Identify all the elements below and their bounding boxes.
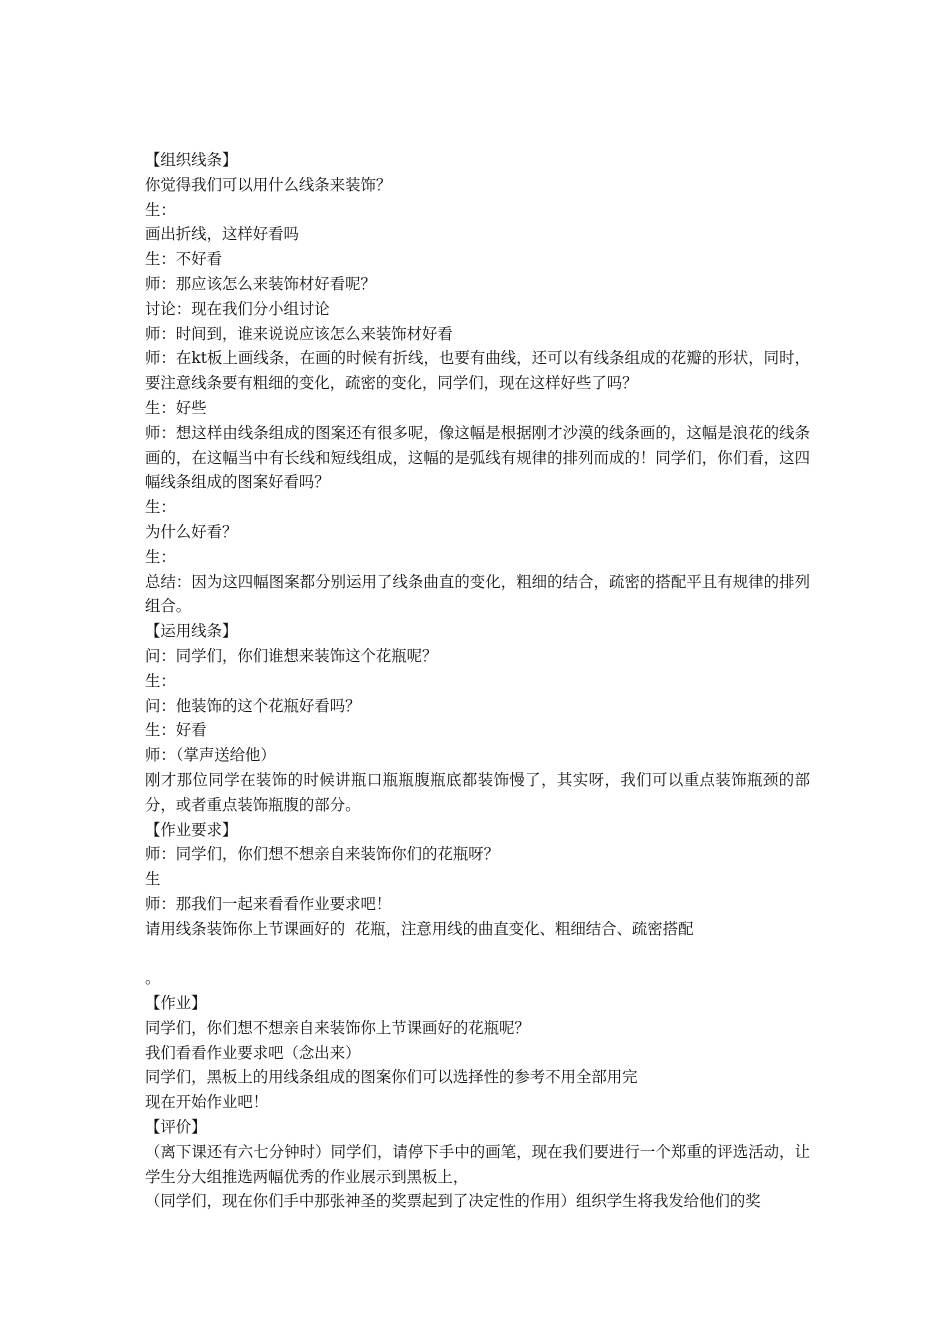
text-line: 你觉得我们可以用什么线条来装饰？ (145, 175, 392, 194)
text-line: 生 (145, 870, 161, 889)
text-line: 为什么好看？ (145, 522, 238, 541)
text-line: 师：那应该怎么来装饰材好看呢？ (145, 274, 376, 293)
section-heading-homework-requirements: 【作业要求】 (145, 820, 238, 839)
text-line: 师：时间到，谁来说说应该怎么来装饰材好看 (145, 324, 453, 343)
document-body (145, 148, 810, 1214)
text-line: 生： (145, 671, 176, 690)
section-heading-homework: 【作业】 (145, 994, 207, 1013)
paragraph: （离下课还有六七分钟时）同学们，请停下手中的画笔，现在我们要进行一个郑重的评选活动，让学生分大组推选两幅优秀的作业展示到黑板上， (145, 1142, 810, 1186)
text-line: 请用线条装饰你上节课画好的 花瓶，注意用线的曲直变化、粗细结合、疏密搭配 (145, 919, 694, 938)
text-line: 我们看看作业要求吧（念出来） (145, 1043, 361, 1062)
text-line: 同学们，黑板上的用线条组成的图案你们可以选择性的参考不用全部用完 (145, 1068, 638, 1087)
text-line: 师：同学们，你们想不想亲自来装饰你们的花瓶呀？ (145, 845, 499, 864)
text-line: 师：那我们一起来看看作业要求吧！ (145, 894, 392, 913)
section-heading-evaluation: 【评价】 (145, 1118, 207, 1137)
text-line: 。 (145, 969, 161, 988)
text-line: 师：（掌声送给他） (145, 746, 276, 765)
text-line: 画出折线，这样好看吗 (145, 225, 299, 244)
text-line: 生：不好看 (145, 250, 222, 269)
paragraph: 师：在kt板上画线条，在画的时候有折线，也要有曲线，还可以有线条组成的花瓣的形状，同时，要注意线条要有粗细的变化，疏密的变化，同学们，现在这样好些了吗？ (145, 349, 810, 393)
text-line: 现在开始作业吧！ (145, 1093, 269, 1112)
text-line: 生：好些 (145, 398, 207, 417)
text-line: 同学们，你们想不想亲自来装饰你上节课画好的花瓶呢？ (145, 1018, 530, 1037)
text-line: 生： (145, 200, 176, 219)
text-line: 生： (145, 547, 176, 566)
text-line: 问：他装饰的这个花瓶好看吗？ (145, 696, 361, 715)
section-heading-organize-lines: 【组织线条】 (145, 151, 238, 169)
paragraph-summary: 总结：因为这四幅图案都分别运用了线条曲直的变化，粗细的结合，疏密的搭配平且有规律的排列组合。 (145, 572, 810, 616)
text-line: 讨论：现在我们分小组讨论 (145, 299, 330, 318)
text-line: 生：好看 (145, 721, 207, 740)
text-line: 问：同学们，你们谁想来装饰这个花瓶呢？ (145, 646, 438, 665)
text-line: （同学们，现在你们手中那张神圣的奖票起到了决定性的作用）组织学生将我发给他们的奖 (145, 1192, 761, 1211)
paragraph: 师：想这样由线条组成的图案还有很多呢，像这幅是根据刚才沙漠的线条画的，这幅是浪花的线条画的，在这幅当中有长线和短线组成，这幅的是弧线有规律的排列而成的！同学们，你们看，这四幅线条组成的图案好看吗？ (145, 423, 810, 492)
section-heading-use-lines: 【运用线条】 (145, 622, 238, 641)
text-line: 生： (145, 498, 176, 517)
paragraph: 刚才那位同学在装饰的时候讲瓶口瓶瓶腹瓶底都装饰慢了，其实呀，我们可以重点装饰瓶颈的部分，或者重点装饰瓶腹的部分。 (145, 770, 810, 814)
blank-line (145, 942, 810, 967)
